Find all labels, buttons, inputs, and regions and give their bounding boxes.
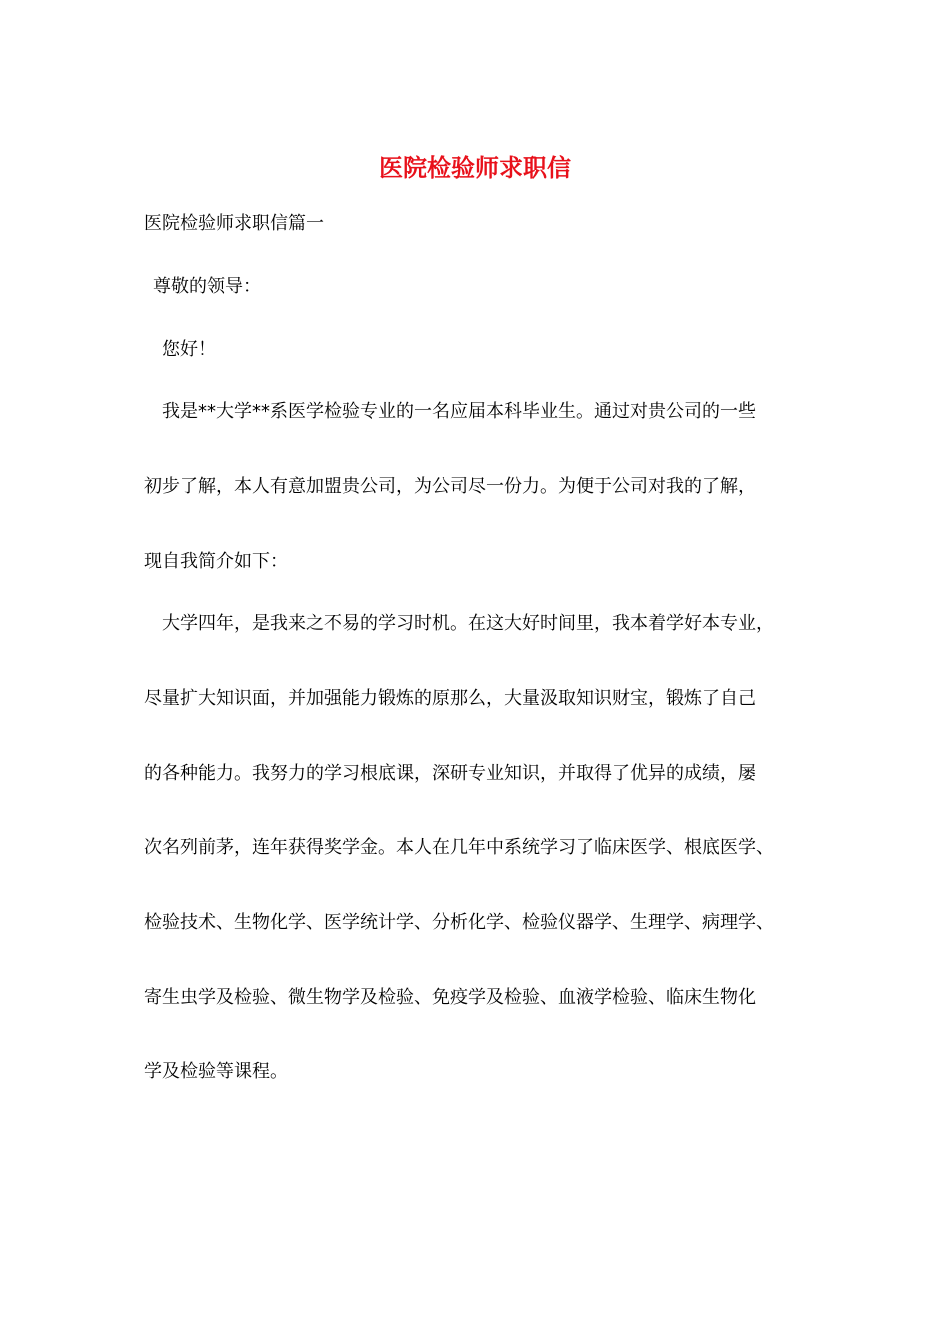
body-line: 我是**大学**系医学检验专业的一名应届本科毕业生。通过对贵公司的一些 — [162, 401, 756, 422]
body-line: 尽量扩大知识面，并加强能力锻炼的原那么，大量汲取知识财宝，锻炼了自己 — [144, 688, 756, 709]
body-line: 检验技术、生物化学、医学统计学、分析化学、检验仪器学、生理学、病理学、 — [144, 912, 774, 933]
salutation: 尊敬的领导： — [153, 276, 261, 297]
body-line: 寄生虫学及检验、微生物学及检验、免疫学及检验、血液学检验、临床生物化 — [144, 987, 756, 1008]
body-line: 的各种能力。我努力的学习根底课，深研专业知识，并取得了优异的成绩，屡 — [144, 763, 756, 784]
body-line: 次名列前茅，连年获得奖学金。本人在几年中系统学习了临床医学、根底医学、 — [144, 837, 774, 858]
section-heading: 医院检验师求职信篇一 — [144, 213, 324, 234]
document-title: 医院检验师求职信 — [379, 153, 571, 182]
body-line: 大学四年，是我来之不易的学习时机。在这大好时间里，我本着学好本专业， — [162, 613, 774, 634]
body-line: 现自我简介如下： — [144, 551, 288, 572]
greeting: 您好！ — [162, 339, 216, 360]
body-line: 学及检验等课程。 — [144, 1061, 288, 1082]
body-line: 初步了解，本人有意加盟贵公司，为公司尽一份力。为便于公司对我的了解， — [144, 476, 756, 497]
